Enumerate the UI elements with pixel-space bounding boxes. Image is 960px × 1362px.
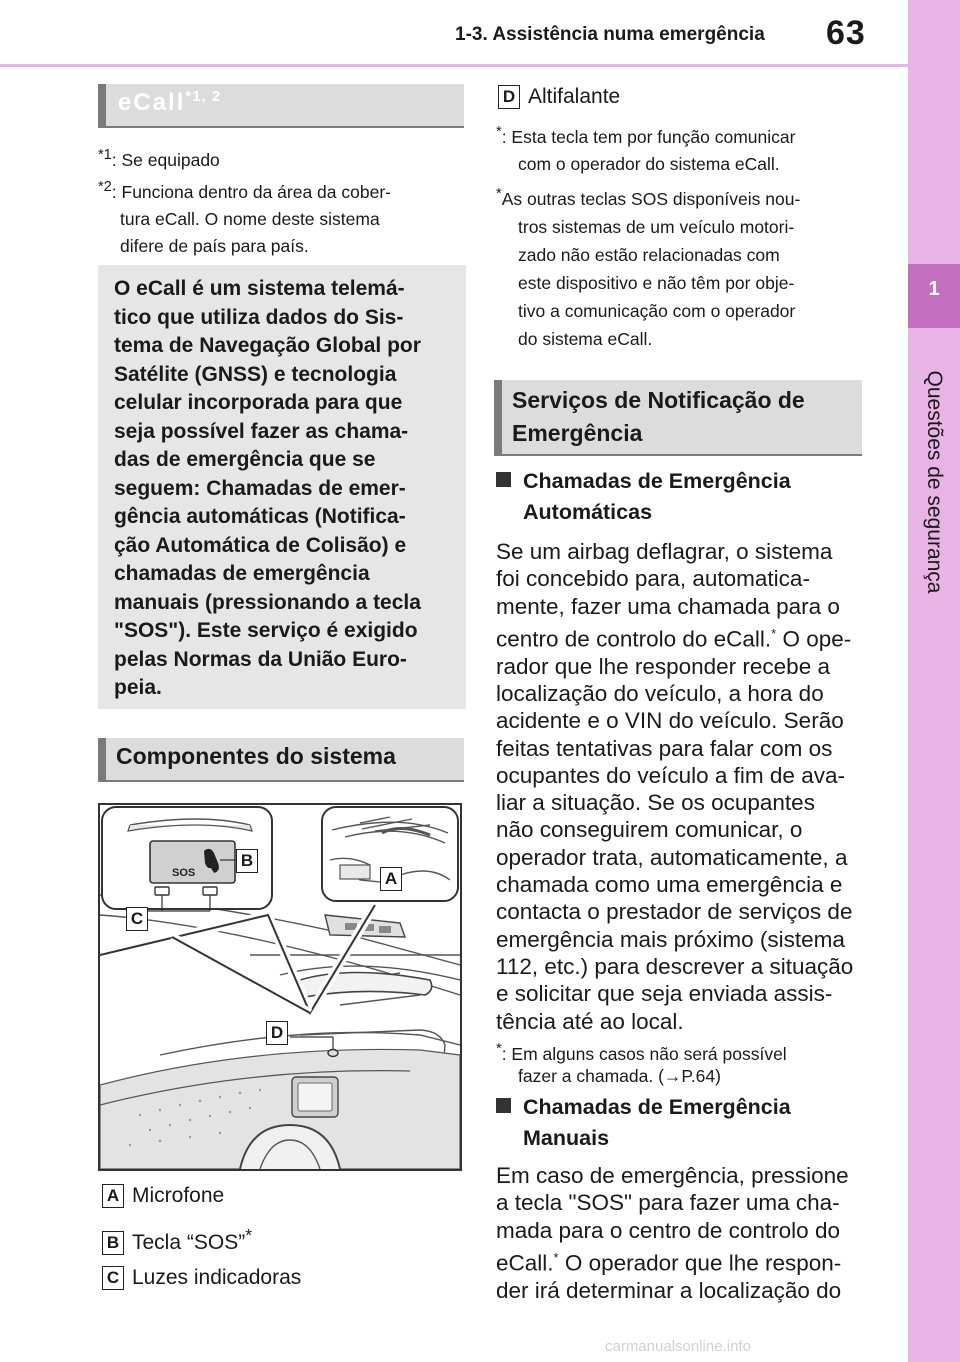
side-tab-number: 1 bbox=[908, 264, 960, 328]
subhead-line: Manuais bbox=[523, 1126, 610, 1150]
note-sos-key bbox=[496, 119, 866, 178]
note-mark: * bbox=[496, 1041, 502, 1057]
info-line: das de emergência que se bbox=[114, 448, 376, 471]
footnote-2-cont: tura eCall. O nome deste sistema bbox=[120, 208, 380, 229]
ecall-info-box bbox=[98, 265, 466, 709]
info-line: chamadas de emergência bbox=[114, 562, 370, 585]
legend-key: B bbox=[102, 1231, 124, 1255]
body-line: feitas tentativas para falar com os bbox=[496, 735, 833, 761]
info-line: pelas Normas da União Euro- bbox=[114, 647, 407, 671]
side-tab-label-text: Questões de segurança bbox=[923, 370, 946, 594]
body-line bbox=[496, 1244, 868, 1277]
legend-text: Altifalante bbox=[528, 85, 621, 108]
side-tab bbox=[908, 0, 960, 1362]
note-line: zado não estão relacionadas com bbox=[518, 244, 780, 265]
footnote-1 bbox=[98, 142, 468, 174]
body-line: ocupantes do veículo a fim de ava- bbox=[496, 762, 845, 788]
legend-text: Microfone bbox=[132, 1184, 225, 1207]
body-line: foi concebido para, automatica- bbox=[496, 566, 810, 592]
body-line: chamada como uma emergência e bbox=[496, 872, 843, 898]
body-line: mente, fazer uma chamada para o bbox=[496, 593, 840, 619]
subhead-line: Automáticas bbox=[523, 500, 653, 524]
subhead-line: Chamadas de Emergência bbox=[523, 1095, 791, 1119]
body-line: 112, etc.) para descrever a situação bbox=[496, 953, 854, 979]
info-line: manuais (pressionando a tecla bbox=[114, 590, 421, 614]
manual-calls-body bbox=[496, 1162, 868, 1304]
components-heading-box bbox=[98, 738, 464, 782]
body-line: emergência mais próximo (sistema bbox=[496, 926, 845, 952]
note-line: : Esta tecla tem por função comunicar bbox=[501, 126, 796, 147]
note-line: tros sistemas de um veículo motori- bbox=[518, 216, 795, 237]
legend-item-c bbox=[102, 1266, 301, 1290]
body-text: centro de controlo do eCall. bbox=[496, 626, 772, 652]
arrow-icon: → bbox=[663, 1065, 682, 1086]
body-line: Se um airbag deflagrar, o sistema bbox=[496, 539, 833, 564]
body-text: O operador que lhe respon- bbox=[558, 1250, 842, 1276]
watermark: carmanualsonline.info bbox=[605, 1338, 751, 1355]
callout-label-b: B bbox=[236, 849, 258, 873]
footnote-text: : Se equipado bbox=[111, 149, 220, 170]
auto-calls-note bbox=[496, 1038, 868, 1087]
ecall-heading-sup: *1, 2 bbox=[185, 88, 222, 105]
note-line: : Em alguns casos não será possível bbox=[501, 1043, 787, 1064]
body-sup: * bbox=[771, 625, 777, 641]
info-line: Satélite (GNSS) e tecnologia bbox=[114, 362, 397, 386]
subhead-line: Chamadas de Emergência bbox=[523, 469, 791, 493]
legend-key: D bbox=[498, 85, 520, 109]
info-line: "SOS"). Este serviço é exigido bbox=[114, 619, 418, 642]
footnote-mark: *1 bbox=[98, 147, 112, 163]
legend-key: C bbox=[102, 1266, 124, 1290]
callout-a bbox=[380, 867, 410, 891]
callout-label-a: A bbox=[380, 867, 402, 891]
body-line: mada para o centro de controlo do bbox=[496, 1217, 840, 1243]
note-line: com o operador do sistema eCall. bbox=[518, 153, 780, 174]
ecall-heading-text: eCall bbox=[118, 89, 186, 116]
body-line: e solicitar que seja enviada assis- bbox=[496, 981, 833, 1007]
info-line: tico que utiliza dados do Sis- bbox=[114, 305, 404, 329]
page-ref-link[interactable]: P.64) bbox=[681, 1065, 721, 1086]
callout-label-d: D bbox=[266, 1021, 288, 1045]
footnote-2 bbox=[98, 174, 468, 206]
ecall-heading bbox=[118, 88, 221, 117]
legend-item-b bbox=[102, 1225, 252, 1255]
body-line: a tecla "SOS" para fazer uma cha- bbox=[496, 1190, 840, 1216]
body-line: rador que lhe responder recebe a bbox=[496, 653, 830, 679]
body-text: O ope- bbox=[776, 626, 852, 652]
side-tab-label bbox=[910, 370, 958, 594]
ecall-heading-box bbox=[98, 84, 464, 128]
legend-item-d bbox=[498, 85, 620, 109]
note-mark: * bbox=[496, 186, 502, 202]
note-line: tivo a comunicação com o operador bbox=[518, 300, 796, 321]
info-line: ção Automática de Colisão) e bbox=[114, 533, 407, 557]
info-line: peia. bbox=[114, 676, 162, 699]
body-sup: * bbox=[553, 1249, 559, 1265]
body-line bbox=[496, 620, 868, 653]
callout-d bbox=[266, 1021, 296, 1045]
body-line: localização do veículo, a hora do bbox=[496, 680, 824, 706]
legend-item-a bbox=[102, 1184, 224, 1208]
footnote-text: : Funciona dentro da área da cober- bbox=[111, 181, 391, 202]
page-number: 63 bbox=[826, 14, 866, 52]
footnote-mark: *2 bbox=[98, 178, 112, 195]
note-other-sos bbox=[496, 180, 866, 353]
dashboard-illustration bbox=[100, 805, 460, 1169]
chapter-title: 1-3. Assistência numa emergência bbox=[455, 24, 765, 45]
info-line: O eCall é um sistema telemá- bbox=[114, 277, 405, 300]
header-rule bbox=[0, 64, 908, 67]
callout-label-c: C bbox=[126, 907, 148, 931]
info-line: celular incorporada para que bbox=[114, 391, 403, 414]
note-line: este dispositivo e não têm por obje- bbox=[518, 272, 795, 293]
legend-sup: * bbox=[245, 1225, 253, 1245]
body-line: der irá determinar a localização do bbox=[496, 1277, 842, 1303]
body-line: liar a situação. Se os ocupantes bbox=[496, 790, 815, 816]
body-line: acidente e o VIN do veículo. Serão bbox=[496, 708, 844, 734]
bullet-square bbox=[496, 1098, 511, 1113]
system-components-figure bbox=[98, 803, 462, 1171]
info-line: seguem: Chamadas de emer- bbox=[114, 476, 406, 500]
manual-calls-heading bbox=[496, 1092, 791, 1154]
components-heading: Componentes do sistema bbox=[116, 743, 396, 769]
services-heading bbox=[512, 384, 805, 450]
services-heading-box bbox=[494, 380, 862, 456]
legend-text: Luzes indicadoras bbox=[132, 1266, 302, 1289]
callout-b bbox=[236, 849, 266, 873]
note-line: As outras teclas SOS disponíveis nou- bbox=[501, 188, 801, 209]
note-line: do sistema eCall. bbox=[518, 328, 653, 349]
services-heading-line: Emergência bbox=[512, 420, 643, 446]
legend-text: Tecla “SOS” bbox=[132, 1231, 246, 1254]
info-line: tema de Navegação Global por bbox=[114, 334, 421, 357]
ecall-footnotes bbox=[98, 142, 468, 260]
body-line: não conseguirem comunicar, o bbox=[496, 817, 803, 843]
legend-key: A bbox=[102, 1184, 124, 1208]
note-mark: * bbox=[496, 124, 502, 140]
note-text: fazer a chamada. ( bbox=[518, 1065, 664, 1086]
services-heading-line: Serviços de Notificação de bbox=[512, 387, 805, 413]
auto-calls-body bbox=[496, 538, 868, 1035]
body-line: tência até ao local. bbox=[496, 1008, 684, 1034]
callout-c bbox=[126, 907, 156, 931]
footnote-2-cont: difere de país para país. bbox=[120, 235, 309, 256]
info-line: gência automáticas (Notifica- bbox=[114, 505, 406, 528]
bullet-square bbox=[496, 472, 511, 487]
body-text: eCall. bbox=[496, 1250, 554, 1276]
auto-calls-heading bbox=[496, 466, 791, 528]
body-line: contacta o prestador de serviços de bbox=[496, 899, 853, 925]
sos-button-text: SOS bbox=[172, 867, 196, 879]
body-line: operador trata, automaticamente, a bbox=[496, 844, 848, 870]
body-line: Em caso de emergência, pressione bbox=[496, 1163, 849, 1188]
info-line: seja possível fazer as chama- bbox=[114, 419, 409, 443]
